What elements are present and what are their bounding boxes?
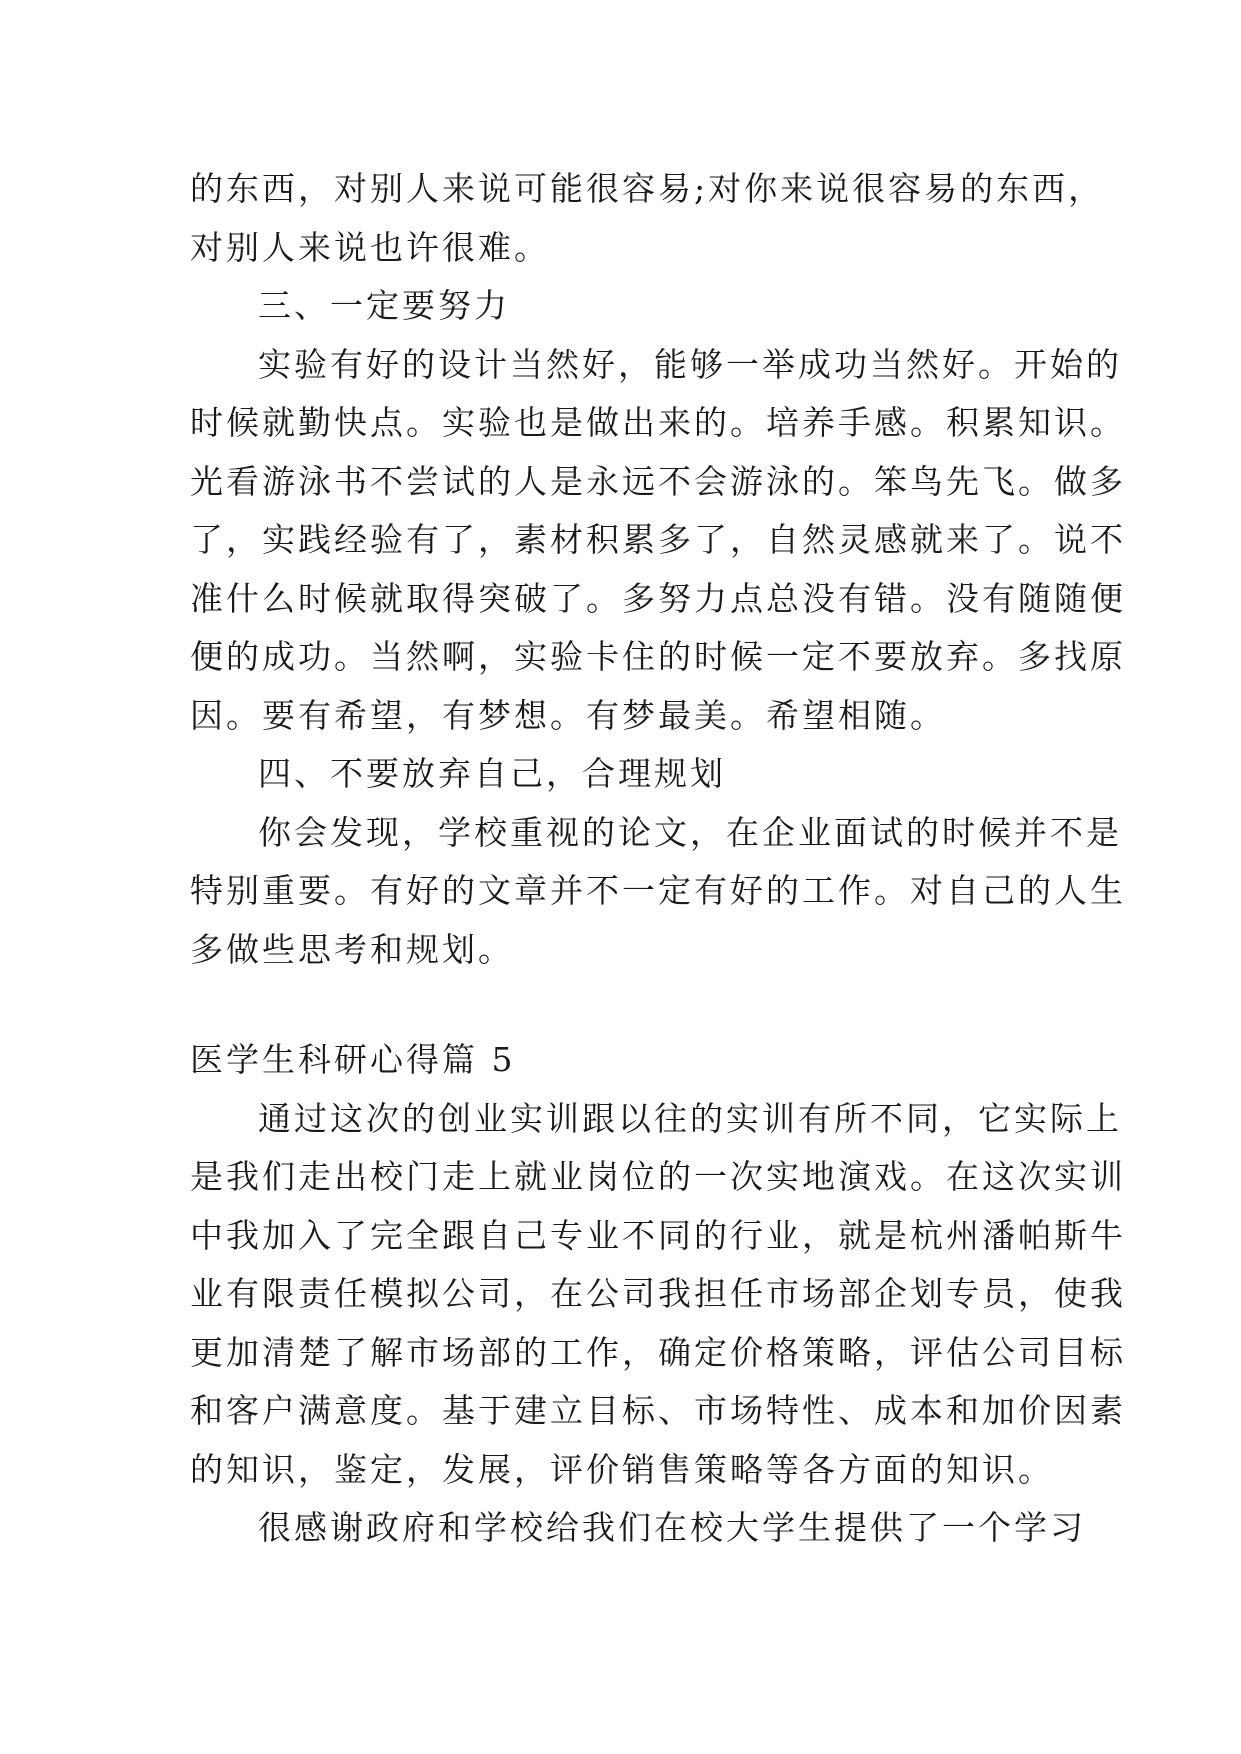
text-line: 准什么时候就取得突破了。多努力点总没有错。没有随随便 <box>190 578 1126 618</box>
text-line: 更加清楚了解市场部的工作，确定价格策略，评估公司目标 <box>190 1332 1126 1372</box>
article-title: 医学生科研心得篇 5 <box>190 1040 516 1079</box>
text-line: 便的成功。当然啊，实验卡住的时候一定不要放弃。多找原 <box>190 637 1126 676</box>
text-line: 因。要有希望，有梦想。有梦最美。希望相随。 <box>190 695 946 735</box>
text-line: 业有限责任模拟公司，在公司我担任市场部企划专员，使我 <box>190 1274 1126 1313</box>
text-line: 的东西，对别人来说可能很容易;对你来说很容易的东西， <box>190 169 1105 208</box>
text-line: 了，实践经验有了，素材积累多了，自然灵感就来了。说不 <box>190 520 1126 559</box>
text-line: 你会发现，学校重视的论文，在企业面试的时候并不是 <box>258 812 1122 852</box>
text-line: 时候就勤快点。实验也是做出来的。培养手感。积累知识。 <box>190 403 1126 442</box>
text-line: 的知识，鉴定，发展，评价销售策略等各方面的知识。 <box>190 1449 1054 1489</box>
text-line: 通过这次的创业实训跟以往的实训有所不同，它实际上 <box>258 1098 1122 1138</box>
section-heading: 四、不要放弃自己，合理规划 <box>258 754 726 793</box>
text-line: 和客户满意度。基于建立目标、市场特性、成本和加价因素 <box>190 1391 1126 1430</box>
text-line: 特别重要。有好的文章并不一定有好的工作。对自己的人生 <box>190 871 1126 910</box>
text-line: 对别人来说也许很难。 <box>190 227 550 267</box>
text-line: 多做些思考和规划。 <box>190 929 514 969</box>
text-line: 实验有好的设计当然好，能够一举成功当然好。开始的 <box>258 344 1122 384</box>
text-line: 光看游泳书不尝试的人是永远不会游泳的。笨鸟先飞。做多 <box>190 461 1126 501</box>
document-body <box>190 160 1126 1558</box>
text-line: 很感谢政府和学校给我们在校大学生提供了一个学习 <box>258 1508 1086 1547</box>
text-line: 中我加入了完全跟自己专业不同的行业，就是杭州潘帕斯牛 <box>190 1215 1126 1255</box>
blank-line <box>190 979 1070 1031</box>
section-heading: 三、一定要努力 <box>258 286 510 325</box>
text-line: 是我们走出校门走上就业岗位的一次实地演戏。在这次实训 <box>190 1157 1126 1196</box>
